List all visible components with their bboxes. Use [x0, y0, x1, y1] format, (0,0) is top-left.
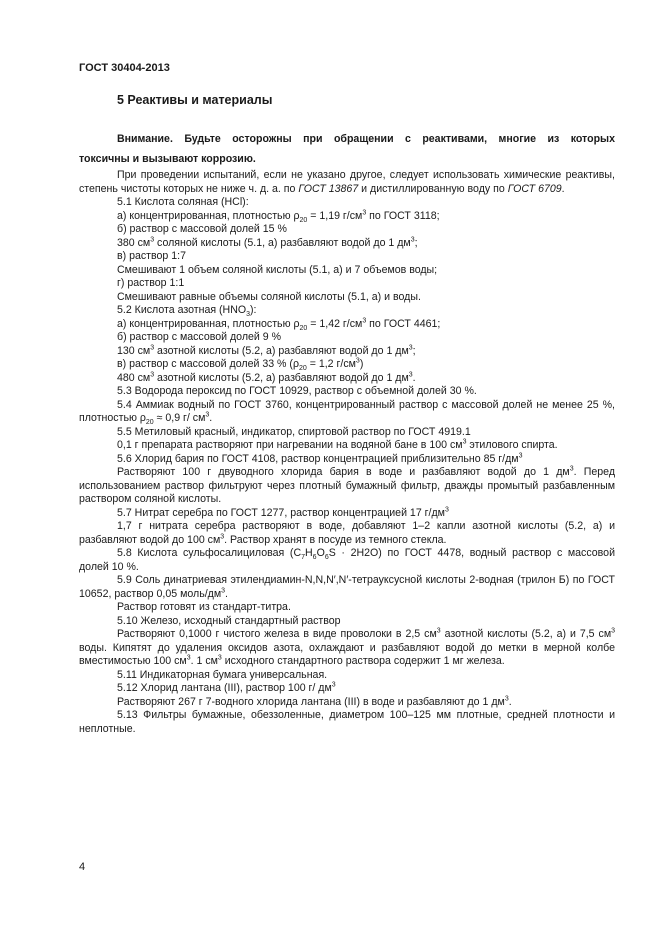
standard-ref: ГОСТ 13867	[298, 182, 359, 195]
item-5-9-text: Раствор готовят из стандарт-титра.	[117, 601, 291, 613]
item-5-2: 5.2 Кислота азотная $(HNO_3)$:	[117, 304, 257, 319]
item-5-7-text: 1,7 г нитрата серебра растворяют в воде, добавляют 1–2 капли азотной кислоты (5.2, а) и разбавляют водой до 100 $см^3$. Раствор хранят в посуде из темного стекла.	[79, 520, 615, 546]
item-5-13: 5.13 Фильтры бумажные, обеззоленные, диаметром 100–125 мм плотные, средней плотности и неплотные.	[79, 709, 615, 735]
item-5-1-b: б) раствор с массовой долей 15 %	[117, 223, 287, 235]
section-title: 5 Реактивы и материалы	[117, 93, 273, 107]
intro-paragraph: При проведении испытаний, если не указано другое, следует использовать химические реактивы, степень чистоты которых не ниже ч. д. а. по ГОСТ 13867 и дистиллированную воду по ГОСТ 6709.	[79, 169, 615, 195]
item-5-11: 5.11 Индикаторная бумага универсальная.	[117, 668, 328, 681]
item-5-8: 5.8 Кислота сульфосалициловая $(C_7H_6O_6S \cdot 2H2O)$ по ГОСТ 4478, водный раствор с массовой долей 10 %.	[79, 547, 615, 573]
item-5-1-v-text: Смешивают 1 объем соляной кислоты (5.1, а) и 7 объемов воды;	[117, 263, 438, 276]
item-5-1: 5.1 Кислота соляная (HCl):	[117, 196, 249, 208]
item-5-1-g-text: Смешивают равные объемы соляной кислоты (5.1, а) и воды.	[117, 290, 421, 303]
item-5-10-text: Растворяют 0,1000 г чистого железа в виде проволоки в 2,5 $см^3$ азотной кислоты (5.2, а) и 7,5 $см^3$ воды. Кипятят до удаления оксидов азота, охлаждают и разбавляют водой до метки в мерной колбе вместимостью 100 $см^3$. 1 $см^3$ исходного стандартного раствора содержит 1 мг железа.	[79, 627, 616, 667]
item-5-1-v: в) раствор 1:7	[117, 250, 186, 262]
item-5-5: 5.5 Метиловый красный, индикатор, спиртовой раствор по ГОСТ 4919.1	[117, 425, 471, 438]
warning-line-2: токсичны и вызывают коррозию.	[79, 153, 256, 165]
item-5-12: 5.12 Хлорид лантана (III), раствор 100 г/ $дм^3$	[117, 681, 336, 694]
item-5-12-text: Растворяют 267 г 7-водного хлорида лантана (III) в воде и разбавляют до 1 $дм^3$.	[117, 694, 512, 708]
item-5-10: 5.10 Железо, исходный стандартный раствор	[117, 614, 341, 627]
item-5-6: 5.6 Хлорид бария по ГОСТ 4108, раствор концентрацией приблизительно 85 $г/дм^3$	[117, 451, 523, 465]
item-5-2-a: а) концентрированная, плотностью $\rho_{20} = 1,42$ $г/см^3$ по ГОСТ 4461;	[117, 316, 441, 332]
standard-ref: ГОСТ 6709	[507, 182, 562, 195]
item-5-5-text: 0,1 г препарата растворяют при нагревании на водяной бане в 100 $см^3$ этилового спирта.	[117, 438, 558, 451]
warning-line-1: Внимание. Будьте осторожны при обращении с реактивами, многие из которых	[117, 133, 615, 145]
item-5-1-b-text: 380 $см^3$ соляной кислоты (5.1, а) разбавляют водой до 1 $дм^3$;	[117, 235, 418, 249]
item-5-1-g: г) раствор 1:1	[117, 277, 185, 289]
item-5-2-b-text: 130 $см^3$ азотной кислоты (5.2, а) разбавляют водой до 1 $дм^3$;	[117, 343, 416, 357]
item-5-9: 5.9 Соль динатриевая этилендиамин-N,N,N′,N′-тетрауксусной кислоты 2-водная (трилон Б) по ГОСТ 10652, раствор 0,05 моль/$дм^3$.	[79, 574, 615, 600]
page-number: 4	[79, 861, 86, 873]
item-5-3: 5.3 Водорода пероксид по ГОСТ 10929, раствор с объемной долей 30 %.	[117, 385, 477, 397]
item-5-2-v: в) раствор с массовой долей 33 % ($\rho_{20} = 1,2$ $г/см^3$)	[117, 357, 364, 373]
document-code: ГОСТ 30404-2013	[79, 62, 170, 74]
item-5-6-text: Растворяют 100 г двуводного хлорида бария в воде и разбавляют водой до 1 $дм^3$. Перед использованием раствор фильтруют через плотный бумажный фильтр, дважды промытый разбавленным раствором соляной кислоты.	[79, 465, 615, 505]
document-body	[79, 128, 615, 736]
item-5-7: 5.7 Нитрат серебра по ГОСТ 1277, раствор концентрацией 17 $г/дм^3$	[117, 505, 449, 519]
item-5-2-v-text: 480 $см^3$ азотной кислоты (5.2, а) разбавляют водой до 1 $дм^3$.	[117, 370, 416, 384]
item-5-1-a: а) концентрированная, плотностью $\rho_{20} = 1,19$ $г/см^3$ по ГОСТ 3118;	[117, 208, 440, 224]
item-5-2-b: б) раствор с массовой долей 9 %	[117, 331, 282, 343]
item-5-4: 5.4 Аммиак водный по ГОСТ 3760, концентрированный раствор с массовой долей не менее 25 %, плотностью $\rho_{20} \approx 0,9$ г/ $см^3$.	[79, 398, 615, 427]
